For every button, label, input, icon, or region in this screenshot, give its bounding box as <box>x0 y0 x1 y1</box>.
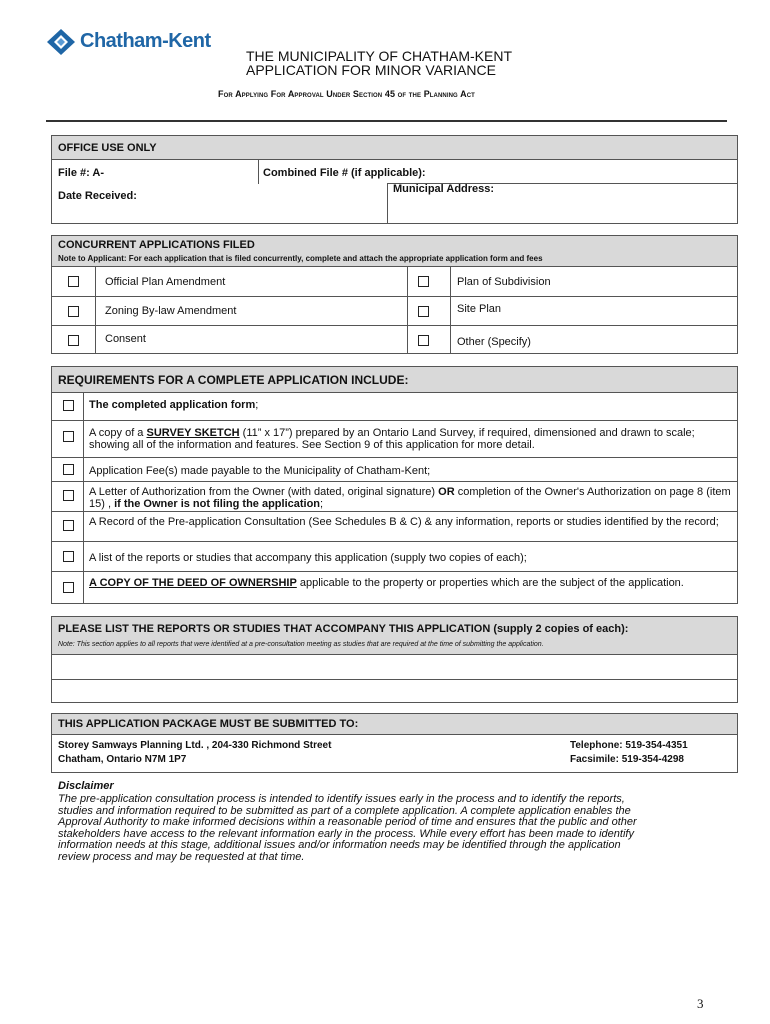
concurrent-heading: CONCURRENT APPLICATIONS FILED <box>58 239 255 251</box>
plan-of-subdivision-label: Plan of Subdivision <box>457 276 551 288</box>
divider <box>52 481 737 482</box>
requirement-deed-of-ownership <box>89 577 731 589</box>
application-fee-checkbox[interactable] <box>63 464 74 475</box>
concurrent-applications-box <box>51 235 738 354</box>
official-plan-label: Official Plan Amendment <box>105 276 226 288</box>
reports-header <box>52 617 737 655</box>
requirement-letter-authorization <box>89 486 731 510</box>
page-subtitle <box>218 89 475 99</box>
pre-application-record-checkbox[interactable] <box>63 520 74 531</box>
other-specify-label: Other (Specify) <box>457 336 531 348</box>
divider <box>52 457 737 458</box>
disclaimer-line: review process and may be requested at that time. <box>58 850 305 863</box>
office-use-box <box>51 135 738 224</box>
disclaimer-heading: Disclaimer <box>58 780 114 792</box>
letter-authorization-checkbox[interactable] <box>63 490 74 501</box>
reports-heading: PLEASE LIST THE REPORTS OR STUDIES THAT ACCOMPANY THIS APPLICATION (supply 2 copies of each): <box>58 623 629 635</box>
submit-heading: THIS APPLICATION PACKAGE MUST BE SUBMITTED TO: <box>52 714 737 735</box>
divider <box>52 296 737 297</box>
page-number: 3 <box>697 996 704 1011</box>
divider <box>52 420 737 421</box>
site-plan-checkbox[interactable] <box>418 306 429 317</box>
requirement-text: completion of the Owner's Authorization on page 8 (item 15) , <box>89 486 731 510</box>
header-rule <box>46 120 727 122</box>
chatham-kent-logo <box>46 28 216 56</box>
reports-list-box <box>51 616 738 703</box>
requirement-text: The completed application form <box>89 399 256 411</box>
divider <box>52 541 737 542</box>
requirement-survey-sketch <box>89 427 731 451</box>
logo-text: Chatham-Kent <box>80 30 211 52</box>
zoning-bylaw-label: Zoning By-law Amendment <box>105 305 237 317</box>
date-received-label: Date Received: <box>58 190 137 202</box>
plan-of-subdivision-checkbox[interactable] <box>418 276 429 287</box>
reports-entry-line-2[interactable] <box>52 680 737 702</box>
consent-label: Consent <box>105 333 146 345</box>
submit-telephone: Telephone: 519-354-4351 <box>570 740 688 751</box>
requirement-text: applicable to the property or properties which are the subject of the application. <box>296 577 684 589</box>
deed-of-ownership-checkbox[interactable] <box>63 582 74 593</box>
survey-sketch-emphasis: SURVEY SKETCH <box>146 427 240 439</box>
site-plan-label: Site Plan <box>457 303 502 315</box>
divider <box>52 511 737 512</box>
consent-checkbox[interactable] <box>68 335 79 346</box>
requirement-text: ; <box>255 399 259 411</box>
divider <box>52 571 737 572</box>
submit-to-box <box>51 713 738 773</box>
other-specify-checkbox[interactable] <box>418 335 429 346</box>
submit-facsimile: Facsimile: 519-354-4298 <box>570 754 684 765</box>
disclaimer-body <box>58 794 728 863</box>
deed-emphasis: A COPY OF THE DEED OF OWNERSHIP <box>89 577 297 589</box>
concurrent-note: Note to Applicant: For each application that is filed concurrently, complete and attach the appropriate application form and fees <box>58 254 543 263</box>
reports-entry-line-1[interactable] <box>52 655 737 679</box>
disclaimer-line: studies and information required to be submitted as part of a complete application. A complete application enables the <box>58 804 631 817</box>
requirement-application-fee: Application Fee(s) made payable to the Municipality of Chatham-Kent; <box>89 465 431 477</box>
requirements-box <box>51 366 738 604</box>
concurrent-header <box>52 236 737 267</box>
requirement-text: ; <box>320 498 324 510</box>
requirement-text: A Letter of Authorization from the Owner (with dated, original signature) <box>89 486 439 498</box>
page-title <box>246 49 512 77</box>
application-form-checkbox[interactable] <box>63 400 74 411</box>
official-plan-checkbox[interactable] <box>68 276 79 287</box>
requirement-reports-list: A list of the reports or studies that accompany this application (supply two copies of each); <box>89 552 527 564</box>
disclaimer-line: Approval Authority to make informed decisions within a reasonable period of time and ensures that the public and other <box>58 816 637 828</box>
divider <box>450 267 451 353</box>
disclaimer-line: The pre-application consultation process is intended to identify issues early in the process and to identify the reports, <box>58 793 625 805</box>
subtitle-text: For Applying For Approval Under Section 45 of the Planning Act <box>218 89 475 99</box>
divider <box>258 160 259 184</box>
requirements-heading: REQUIREMENTS FOR A COMPLETE APPLICATION INCLUDE: <box>52 367 737 393</box>
requirement-text: OR <box>438 486 455 498</box>
requirement-text: if the Owner is not filing the application <box>114 498 321 510</box>
combined-file-label: Combined File # (if applicable): <box>263 167 426 179</box>
survey-sketch-checkbox[interactable] <box>63 431 74 442</box>
disclaimer-line: information needs at this stage, additional issues and/or information needs may be identified through the application <box>58 839 621 851</box>
requirement-pre-application-record: A Record of the Pre-application Consultation (See Schedules B & C) & any information, reports or studies identified by the record; <box>89 516 719 528</box>
divider <box>407 267 408 353</box>
reports-list-checkbox[interactable] <box>63 551 74 562</box>
reports-note: Note: This section applies to all reports that were identified at a pre-consultation meeting as studies that are required at the time of submitting the application. <box>58 641 544 648</box>
requirement-application-form <box>89 399 731 411</box>
file-number-label: File #: A- <box>58 167 105 179</box>
submit-address-line-1: Storey Samways Planning Ltd. , 204-330 Richmond Street <box>58 740 332 751</box>
requirement-text: A copy of a <box>89 427 147 439</box>
divider <box>95 267 96 353</box>
zoning-bylaw-checkbox[interactable] <box>68 306 79 317</box>
submit-address-line-2: Chatham, Ontario N7M 1P7 <box>58 754 187 765</box>
municipal-address-label: Municipal Address: <box>393 183 495 195</box>
title-line-2: APPLICATION FOR MINOR VARIANCE <box>246 62 496 78</box>
requirement-text: (11” x 17”) prepared by an Ontario Land Survey, if required, dimensioned and drawn to scale; showing all of the information and features. See Section 9 of this application for more detail. <box>89 427 695 451</box>
office-use-heading: OFFICE USE ONLY <box>52 136 737 160</box>
divider <box>52 325 737 326</box>
title-line-1: THE MUNICIPALITY OF CHATHAM-KENT <box>246 48 513 64</box>
disclaimer-line: stakeholders have access to the relevant information early in the process. While every effort has been made to identify <box>58 827 634 840</box>
logo-diamond-icon <box>46 28 78 56</box>
divider <box>387 183 388 223</box>
